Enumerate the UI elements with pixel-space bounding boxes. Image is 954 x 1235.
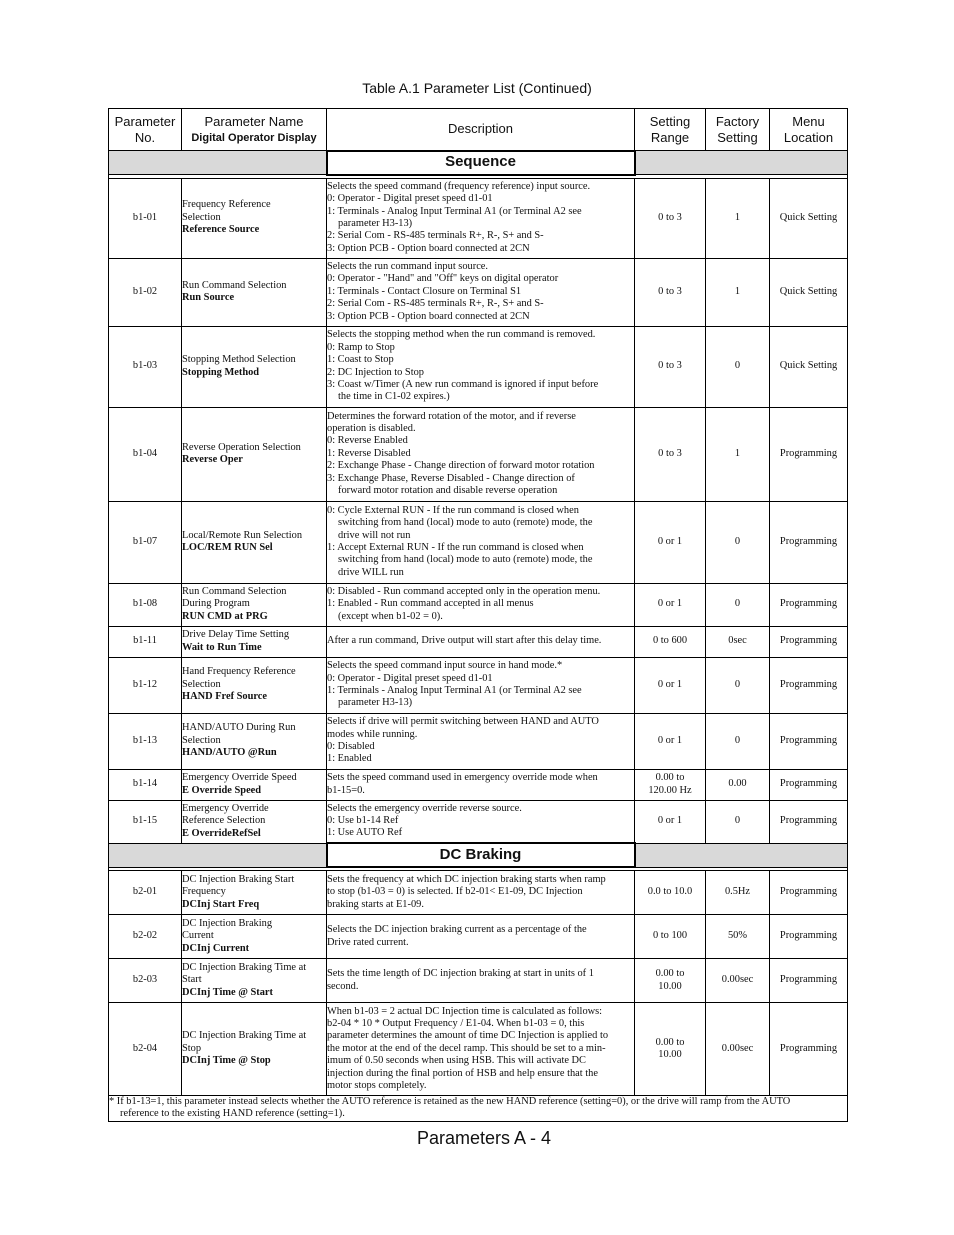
setting-range-line: 10.00 [658, 980, 682, 992]
parameter-description [327, 1003, 635, 1096]
description-line: the time in C1-02 expires.) [338, 391, 450, 403]
parameter-name-line: Frequency [182, 886, 226, 898]
parameter-name-line: Emergency Override [182, 802, 269, 814]
operator-display-name: DCInj Current [182, 942, 250, 954]
parameter-name [182, 915, 327, 959]
description-line: drive WILL run [338, 566, 404, 578]
setting-range [635, 1003, 706, 1096]
setting-range [635, 959, 706, 1003]
operator-display-name: Run Source [182, 292, 235, 303]
setting-range [635, 871, 706, 915]
parameter-name [182, 407, 327, 501]
parameter-name [182, 871, 327, 915]
factory-setting: 50% [706, 915, 770, 959]
description-line: modes while running. [327, 728, 418, 740]
parameter-description [327, 657, 635, 713]
parameter-number: b2-04 [109, 1003, 182, 1096]
factory-setting: 0sec [706, 626, 770, 657]
table-row [109, 501, 848, 583]
description-line: 0: Operator - Digital preset speed d1-01 [327, 193, 493, 205]
factory-setting: 1 [706, 178, 770, 258]
table-row [109, 326, 848, 407]
page-footer: Parameters A - 4 [417, 1128, 552, 1148]
setting-range [635, 626, 706, 657]
description-line: 1: Enabled [327, 753, 372, 765]
setting-range [635, 407, 706, 501]
table-row [109, 258, 848, 326]
parameter-name-line: Current [182, 930, 214, 942]
description-line: 3: Option PCB - Option board connected at 2CN [327, 310, 530, 322]
parameter-name [182, 959, 327, 1003]
setting-range-line: 0 to 3 [658, 285, 682, 297]
header-parameter-no: Parameter No. [109, 109, 182, 151]
setting-range-line: 0 or 1 [657, 678, 683, 690]
description-line: 2: Serial Com - RS-485 terminals R+, R-, S+ and S- [327, 298, 544, 310]
parameter-number: b2-01 [109, 871, 182, 915]
parameter-number: b1-13 [109, 713, 182, 769]
parameter-number: b1-01 [109, 178, 182, 258]
factory-setting: 0 [706, 501, 770, 583]
parameter-name-line: Stopping Method Selection [182, 354, 296, 366]
setting-range-line: 0 or 1 [657, 734, 683, 746]
setting-range-line: 10.00 [658, 1049, 682, 1060]
table-row [109, 178, 848, 258]
parameter-number: b1-04 [109, 407, 182, 501]
parameter-description [327, 769, 635, 800]
parameter-name [182, 657, 327, 713]
table-row [109, 1003, 848, 1096]
factory-setting: 0.00sec [706, 959, 770, 1003]
description-line: 3: Option PCB - Option board connected at 2CN [327, 242, 530, 254]
parameter-name-line: DC Injection Braking [182, 917, 273, 929]
menu-location: Programming [770, 657, 848, 713]
description-line: Determines the forward rotation of the motor, and if reverse [327, 410, 576, 422]
operator-display-name: Reference Source [182, 224, 260, 236]
parameter-name [182, 626, 327, 657]
menu-location: Programming [770, 583, 848, 626]
description-line: Selects the speed command (frequency reference) input source. [327, 180, 591, 192]
parameter-name-line: DC Injection Braking Start [182, 873, 295, 885]
description-line: to stop (b1-03 = 0) is selected. If b2-01< E1-09, DC Injection [327, 886, 583, 898]
operator-display-name: DCInj Start Freq [182, 898, 260, 910]
menu-location: Programming [770, 871, 848, 915]
description-line: parameter H3-13) [338, 218, 413, 229]
parameter-description [327, 626, 635, 657]
parameter-table [108, 108, 848, 1122]
table-row [109, 626, 848, 657]
description-line: 1: Terminals - Analog Input Terminal A1 (or Terminal A2 see [327, 205, 582, 217]
menu-location: Programming [770, 915, 848, 959]
parameter-description [327, 713, 635, 769]
description-line: 0: Disabled - Run command accepted only in the operation menu. [327, 585, 601, 597]
operator-display-name: E Override Speed [182, 784, 262, 796]
table-row [109, 769, 848, 800]
description-line: 1: Reverse Disabled [327, 447, 411, 459]
description-line: 0: Reverse Enabled [327, 435, 408, 447]
section-title-sequence: Sequence [327, 151, 635, 175]
header-setting-range: Setting Range [635, 109, 706, 151]
setting-range-line: 0.00 to [655, 968, 685, 980]
parameter-name [182, 800, 327, 843]
parameter-name [182, 178, 327, 258]
table-row [109, 800, 848, 843]
description-line: 0: Ramp to Stop [327, 341, 395, 353]
menu-location: Programming [770, 626, 848, 657]
parameter-name [182, 583, 327, 626]
table-row [109, 657, 848, 713]
setting-range-line: 0 or 1 [657, 598, 683, 610]
parameter-name-line: HAND/AUTO During Run [182, 722, 296, 734]
description-line: 2: DC Injection to Stop [327, 366, 424, 378]
parameter-name-line: Run Command Selection [182, 585, 287, 597]
menu-location: Quick Setting [770, 178, 848, 258]
description-line: b2-04 * 10 * Output Frequency / E1-04. When b1-03 = 0, this [327, 1017, 585, 1029]
factory-setting: 0.00 [706, 769, 770, 800]
parameter-description [327, 258, 635, 326]
description-line: 0: Use b1-14 Ref [327, 815, 399, 827]
description-line: the motor at the end of the decel ramp. This should be set to a min- [327, 1042, 606, 1054]
description-line: drive will not run [338, 529, 411, 541]
description-line: 1: Terminals - Analog Input Terminal A1 (or Terminal A2 see [327, 685, 582, 696]
description-line: 1: Enabled - Run command accepted in all menus [327, 598, 534, 610]
setting-range-line: 120.00 Hz [648, 784, 692, 796]
menu-location: Programming [770, 713, 848, 769]
header-parameter-name: Parameter Name Digital Operator Display [182, 109, 327, 151]
factory-setting: 0 [706, 326, 770, 407]
description-line: Sets the speed command used in emergency override mode when [327, 772, 598, 784]
setting-range [635, 501, 706, 583]
description-line: Selects the run command input source. [327, 260, 489, 272]
operator-display-name: DCInj Time @ Start [182, 986, 273, 998]
description-line: second. [327, 980, 359, 992]
footnote: * If b1-13=1, this parameter instead selects whether the AUTO reference is retained as the new HAND reference (setting=0), or the drive will ramp from the AUTO reference to the existing HAND reference (setting=1). [109, 1096, 848, 1122]
operator-display-name: HAND Fref Source [182, 691, 268, 703]
description-line: imum of 0.50 seconds when using HSB. This will activate DC [327, 1055, 586, 1067]
description-line: parameter H3-13) [338, 697, 413, 709]
description-line: After a run command, Drive output will start after this delay time. [327, 635, 602, 647]
parameter-number: b1-14 [109, 769, 182, 800]
description-line: switching from hand (local) mode to auto (remote) mode, the [338, 554, 593, 566]
parameter-description [327, 178, 635, 258]
parameter-name-line: Selection [182, 211, 221, 223]
footnote-row [109, 1096, 848, 1122]
setting-range-line: 0.00 to [655, 772, 685, 784]
parameter-name [182, 1003, 327, 1096]
parameter-name-line: Selection [182, 734, 221, 746]
section-title-dc-braking: DC Braking [327, 843, 635, 867]
description-line: 0: Operator - Digital preset speed d1-01 [327, 672, 493, 684]
setting-range-line: 0 or 1 [657, 535, 683, 547]
setting-range [635, 915, 706, 959]
setting-range-line: 0.00 to [655, 1036, 685, 1048]
parameter-name-line: Reference Selection [182, 815, 266, 827]
setting-range-line: 0 to 600 [652, 635, 688, 647]
parameter-name [182, 326, 327, 407]
parameter-description [327, 583, 635, 626]
parameter-name [182, 713, 327, 769]
factory-setting: 0 [706, 583, 770, 626]
description-line: Selects the stopping method when the run command is removed. [327, 329, 596, 341]
parameter-name-line: Drive Delay Time Setting [182, 629, 290, 641]
parameter-name-line: During Program [182, 598, 250, 610]
menu-location: Programming [770, 501, 848, 583]
description-line: Sets the time length of DC injection braking at start in units of 1 [327, 968, 594, 980]
description-line: Selects the emergency override reverse source. [327, 802, 522, 814]
setting-range-line: 0 or 1 [657, 815, 683, 827]
factory-setting: 1 [706, 258, 770, 326]
menu-location: Quick Setting [770, 258, 848, 326]
factory-setting: 0 [706, 713, 770, 769]
parameter-description [327, 326, 635, 407]
menu-location: Programming [770, 769, 848, 800]
menu-location: Programming [770, 1003, 848, 1096]
parameter-number: b2-02 [109, 915, 182, 959]
description-line: motor stops completely. [327, 1080, 427, 1092]
parameter-number: b1-02 [109, 258, 182, 326]
factory-setting: 0 [706, 800, 770, 843]
parameter-name [182, 501, 327, 583]
parameter-description [327, 501, 635, 583]
parameter-name-line: Reverse Operation Selection [182, 441, 301, 453]
description-line: operation is disabled. [327, 422, 416, 434]
factory-setting: 0.5Hz [706, 871, 770, 915]
description-line: Selects the DC injection braking current as a percentage of the [327, 924, 587, 936]
factory-setting: 1 [706, 407, 770, 501]
parameter-name-line: DC Injection Braking Time at [182, 1030, 307, 1042]
menu-location: Programming [770, 800, 848, 843]
parameter-name-line: Selection [182, 678, 221, 690]
header-menu-location: Menu Location [770, 109, 848, 151]
setting-range [635, 769, 706, 800]
parameter-name-line: Frequency Reference [182, 199, 271, 211]
table-row [109, 915, 848, 959]
operator-display-name: Wait to Run Time [182, 641, 262, 653]
description-line: injection during the final portion of HSB and help ensure that the [327, 1067, 598, 1079]
setting-range [635, 800, 706, 843]
description-line: Sets the frequency at which DC injection braking starts when ramp [327, 873, 606, 885]
parameter-name-line: Emergency Override Speed [182, 772, 297, 784]
parameter-number: b1-07 [109, 501, 182, 583]
parameter-number: b1-08 [109, 583, 182, 626]
header-factory-setting: Factory Setting [706, 109, 770, 151]
parameter-number: b1-15 [109, 800, 182, 843]
parameter-name-line: Local/Remote Run Selection [182, 529, 303, 541]
description-line: parameter determines the amount of time DC Injection is applied to [327, 1030, 609, 1042]
setting-range [635, 713, 706, 769]
parameter-number: b1-03 [109, 326, 182, 407]
section-row-sequence [109, 151, 848, 175]
menu-location: Quick Setting [770, 326, 848, 407]
description-line: When b1-03 = 2 actual DC Injection time is calculated as follows: [327, 1005, 603, 1017]
parameter-description [327, 407, 635, 501]
factory-setting: 0 [706, 657, 770, 713]
factory-setting: 0.00sec [706, 1003, 770, 1096]
operator-display-name: E OverrideRefSel [182, 827, 261, 839]
parameter-name-line: Run Command Selection [182, 279, 287, 291]
setting-range-line: 0.0 to 10.0 [647, 886, 693, 898]
description-line: b1-15=0. [327, 784, 365, 796]
section-row-dc-braking [109, 843, 848, 867]
operator-display-name: Reverse Oper [182, 454, 243, 465]
parameter-number: b1-11 [109, 626, 182, 657]
parameter-name-line: DC Injection Braking Time at [182, 961, 307, 973]
description-line: 2: Serial Com - RS-485 terminals R+, R-, S+ and S- [327, 230, 544, 242]
operator-display-name: DCInj Time @ Stop [182, 1055, 271, 1067]
parameter-name-line: Stop [182, 1042, 202, 1054]
description-line: 1: Terminals - Contact Closure on Terminal S1 [327, 285, 522, 297]
menu-location: Programming [770, 407, 848, 501]
description-line: 0: Disabled [327, 741, 375, 752]
description-line: (except when b1-02 = 0). [338, 610, 443, 622]
header-description: Description [327, 109, 635, 151]
parameter-description [327, 915, 635, 959]
header-row [109, 109, 848, 151]
table-title: Table A.1 Parameter List (Continued) [362, 80, 592, 96]
table-row [109, 959, 848, 1003]
parameter-description [327, 959, 635, 1003]
operator-display-name: LOC/REM RUN Sel [182, 542, 273, 553]
parameter-description [327, 800, 635, 843]
operator-display-name: HAND/AUTO @Run [182, 747, 277, 759]
description-line: 3: Coast w/Timer (A new run command is ignored if input before [327, 378, 599, 390]
parameter-name [182, 769, 327, 800]
description-line: 1: Accept External RUN - If the run command is closed when [327, 542, 584, 553]
parameter-name [182, 258, 327, 326]
description-line: 3: Exchange Phase, Reverse Disabled - Change direction of [327, 472, 575, 484]
setting-range [635, 178, 706, 258]
description-line: 1: Use AUTO Ref [327, 827, 403, 839]
parameter-name-line: Start [182, 974, 202, 986]
operator-display-name: RUN CMD at PRG [182, 610, 268, 622]
table-row [109, 583, 848, 626]
parameter-number: b2-03 [109, 959, 182, 1003]
setting-range-line: 0 to 3 [658, 360, 682, 372]
operator-display-name: Stopping Method [182, 366, 260, 378]
setting-range-line: 0 to 3 [658, 211, 682, 223]
table-row [109, 871, 848, 915]
description-line: Selects if drive will permit switching between HAND and AUTO [327, 716, 599, 728]
setting-range-line: 0 to 100 [652, 930, 688, 942]
description-line: switching from hand (local) mode to auto (remote) mode, the [338, 517, 593, 529]
description-line: 0: Operator - "Hand" and "Off" keys on digital operator [327, 273, 559, 285]
description-line: forward motor rotation and disable reverse operation [338, 485, 558, 497]
setting-range [635, 326, 706, 407]
setting-range [635, 657, 706, 713]
description-line: 2: Exchange Phase - Change direction of forward motor rotation [327, 460, 595, 472]
description-line: braking starts at E1-09. [327, 898, 424, 910]
table-row [109, 407, 848, 501]
setting-range [635, 258, 706, 326]
description-line: Drive rated current. [327, 936, 409, 948]
menu-location: Programming [770, 959, 848, 1003]
table-row [109, 713, 848, 769]
description-line: 1: Coast to Stop [327, 354, 394, 366]
parameter-description [327, 871, 635, 915]
description-line: 0: Cycle External RUN - If the run command is closed when [327, 504, 579, 516]
setting-range-line: 0 to 3 [658, 447, 682, 459]
parameter-name-line: Hand Frequency Reference [182, 666, 296, 678]
setting-range [635, 583, 706, 626]
description-line: Selects the speed command input source in hand mode.* [327, 660, 563, 672]
parameter-number: b1-12 [109, 657, 182, 713]
